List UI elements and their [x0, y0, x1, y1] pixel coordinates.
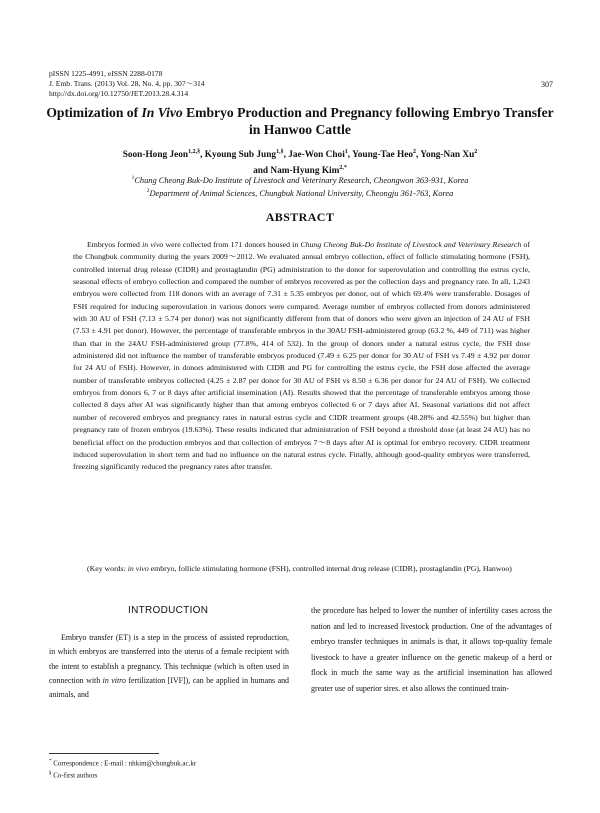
title-part-2: Embryo Production and Pregnancy following Embryo Transfer in Hanwoo Cattle: [182, 105, 554, 137]
author-name: Soon-Hong Jeon: [122, 150, 189, 161]
author-list: Soon-Hong Jeon$^{1,2,\S}$, Kyoung Sub Jung$^{1,\S}$, Jae-Won Choi$^1$, Young-Tae Heo$^2$, Yong-Nan Xu$^2$ and Nam-Hyung Kim$^{2,*}$: [122, 149, 478, 177]
intro-paragraph: Embryo transfer (ET) is a step in the process of assisted reproduction, in which embryos are transferred into the uterus of a female recipient with the intent to establish a pregnancy. This technique (which is often used in connection with in vitro fertilization [IVF]), can be applied in humans and animals, and: [49, 633, 289, 700]
author-conjunction: and: [253, 166, 269, 177]
keywords: (Key words: in vivo embryo, follicle stimulating hormone (FSH), controlled internal drug release (CIDR), prostaglandin (PG), Hanwoo): [87, 564, 512, 573]
abstract-text: [73, 239, 530, 474]
intro-paragraph: the procedure has helped to lower the number of infertility cases across the nation and led to increased livestock production. One of the advantages of embryo transfer techniques in animals is that, it allows top-quality female livestock to have a greater influence on the genetic makeup of a herd or flock in much the same way as the artificial insemination has allowed greater use of superior sires. et also allows the continued train-: [311, 606, 552, 693]
affil-mark: 2: [146, 188, 150, 194]
citation-line: J. Emb. Trans. (2013) Vol. 28, No. 4, pp. 307～314: [49, 79, 205, 89]
page-number: 307: [541, 80, 553, 89]
affiliation-1: $^1$Chung Cheong Buk-Do Institute of Livestock and Veterinary Research, Cheongwon 363-931, Korea: [131, 175, 469, 185]
introduction-heading: INTRODUCTION: [128, 605, 209, 616]
author-affil-mark: 2: [474, 149, 478, 155]
footnote-cofirst: § Co-first authors: [49, 770, 98, 780]
abstract-paragraph: Embryos formed in vivo were collected from 171 donors housed in Chung Cheong Buk-Do Institute of Livestock and Veterinary Research of the Chungbuk community during the years 2009～2012. We evaluated annual embryo collection, effect of follicle stimulating hormone (FSH), controlled internal drug release (CIDR) and prostaglandin (PG) administration to the donor for superovulation and controlling the estrus cycle, seasonal effects of embryo collection and compared the number of embryos recovered as per the collection days and pregnancy rate. In all, 1,243 embryos were collected from 118 donors with an average of 7.31 ± 5.35 embryos per donor, out of which 69.4% were transferable. Dosages of FSH required for inducing superovulation in various donors were compared. Average number of embryos collected from donors administered with 30 AU of FSH (7.13 ± 5.74 per donor) was not significantly different from that of donors who were given an injection of 24 AU of FSH (7.53 ± 4.91 per donor). However, the percentage of transferable embryos in the 30AU FSH-administered group (63.2 %, 449 of 711) was higher than that in the 24AU FSH-administered group (77.8%, 414 of 532). In the group of donors under a natural estrus cycle, the FSH dose administered did not influence the number of transferable embryos produced (7.49 ± 6.25 per donor for 30 AU of FSH vs 7.49 ± 4.92 per donor for 24 AU of FSH). However, in donors administered with CIDR and PG for controlling the estrus cycle, the FSH dose affected the average number of transferable embryos collected (4.25 ± 2.87 per donor for 30 AU of FSH vs 8.50 ± 6.36 per donor for 24 AU of FSH). We collected embryos from donors 6, 7 or 8 days after artificial insemination (AI). Results showed that the percentage of transferable embryos among those collected 8 days after AI was significantly higher than that among embryos collected 6 or 7 days after AI. Seasonal variations did not affect number of recovered embryos and pregnancy rates in natural estrus cycle and CIDR treatment groups (48.28% and 42.55%) but higher than pregnancy rate of frozen embryos (19.63%). These results indicated that administration of FSH beyond a threshold dose (at least 24 AU) has no beneficial effect on the production embryos and that collection of embryos 7～8 days after AI is optimal for embryo recovery. CIDR treatment induced superovulation in short term and had no influence on the natural estrus cycle. Finally, although good-quality embryos were transferred, freezing significantly reduced the pregnancy rates after transfer.: [73, 240, 530, 472]
author-name: Yong-Nan Xu: [420, 150, 475, 161]
author-affil-mark: 1,§: [276, 149, 284, 155]
footnote-correspondence: * Correspondence : E-mail : nhkim@chungbuk.ac.kr: [49, 759, 197, 768]
paper-title: [40, 104, 560, 138]
author-name: Kyoung Sub Jung: [204, 150, 277, 161]
author-name: Jae-Won Choi: [288, 150, 345, 161]
footnotes: [49, 757, 196, 781]
journal-header-meta: [49, 69, 205, 100]
abstract-heading: ABSTRACT: [265, 210, 335, 224]
author-affil-mark: 2: [412, 149, 416, 155]
introduction-left-column: [49, 631, 289, 702]
introduction-right-column: [311, 603, 552, 696]
author-affil-mark: 1: [344, 149, 348, 155]
author-name: Nam-Hyung Kim: [270, 166, 340, 177]
affiliation-2: $^2$Department of Animal Sciences, Chungbuk National University, Cheongju 361-763, Korea: [146, 188, 454, 198]
author-name: Young-Tae Heo: [352, 150, 413, 161]
footnote-divider: [49, 753, 159, 754]
issn-line: pISSN 1225-4991, eISSN 2288-0178: [49, 69, 163, 78]
affiliations: [40, 173, 560, 199]
author-affil-mark: 2,*: [339, 165, 347, 172]
doi-link[interactable]: http://dx.doi.org/10.12750/JET.2013.28.4.314: [49, 89, 189, 99]
affil-mark: 1: [131, 175, 135, 181]
title-part-1: Optimization of: [46, 105, 142, 120]
author-affil-mark: 1,2,§: [188, 149, 201, 155]
title-italic: In Vivo: [141, 105, 183, 120]
